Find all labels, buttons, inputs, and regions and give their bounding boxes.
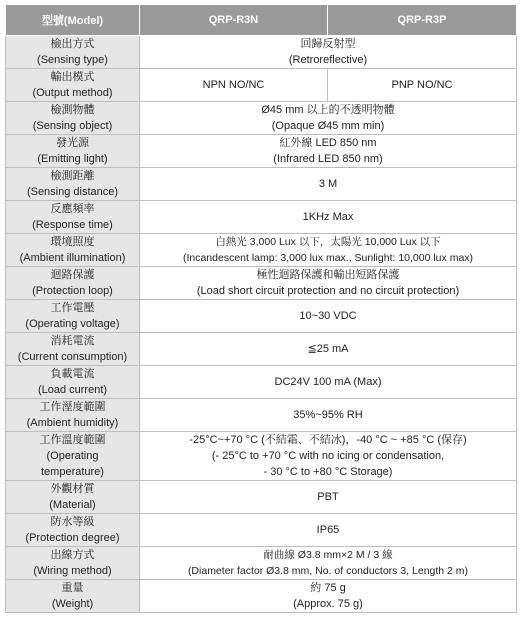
table-row: [6, 399, 517, 432]
label-zh: 工作溼度範圍: [39, 401, 106, 413]
value-zh: -25°C~+70 °C (不結霜、不結冰)，-40 °C ~ +85 °C (保存): [189, 434, 467, 446]
row-label-ambient-humidity: [6, 399, 140, 432]
value-en: (Approx. 75 g): [293, 598, 363, 610]
table-row: [6, 267, 517, 300]
label-en: (Ambient humidity): [26, 417, 119, 429]
label-en: (Weight): [51, 598, 94, 610]
row-label-sensing-type: [6, 36, 140, 69]
label-zh: 出線方式: [50, 549, 95, 561]
value-zh: 紅外線 LED 850 nm: [279, 137, 377, 149]
table-row: [6, 69, 517, 102]
row-label-sensing-distance: [6, 168, 140, 201]
label-en: (Wiring method): [33, 565, 112, 577]
table-row: [6, 580, 517, 613]
label-en: (Protection degree): [25, 532, 120, 544]
row-value-material: PBT: [140, 481, 517, 514]
label-zh: 發光源: [56, 137, 89, 149]
label-en: (Operating voltage): [25, 318, 120, 330]
table-row: [6, 300, 517, 333]
label-zh: 負載電流: [50, 368, 95, 380]
label-zh: 環境照度: [50, 236, 95, 248]
row-value-wiring-method: [140, 547, 517, 580]
table-row: [6, 481, 517, 514]
row-label-protection-degree: [6, 514, 140, 547]
label-zh: 反應頻率: [50, 203, 95, 215]
header-qrp-r3p: QRP-R3P: [328, 5, 517, 36]
table-row: [6, 514, 517, 547]
value-en-2: - 30 °C to +80 °C Storage): [263, 466, 393, 478]
row-value-operating-temperature: [140, 432, 517, 481]
row-label-wiring-method: [6, 547, 140, 580]
row-value-sensing-distance: 3 M: [140, 168, 517, 201]
table-row: [6, 547, 517, 580]
row-label-ambient-illumination: [6, 234, 140, 267]
value-zh: 約 75 g: [310, 582, 346, 594]
row-value-protection-loop: [140, 267, 517, 300]
label-zh: 輸出模式: [50, 71, 95, 83]
label-en: (Sensing type): [37, 54, 108, 66]
label-zh: 檢出方式: [50, 38, 95, 50]
value-en: (- 25°C to +70 °C with no icing or condensation,: [211, 450, 445, 462]
row-value-protection-degree: IP65: [140, 514, 517, 547]
row-value-weight: [140, 580, 517, 613]
label-en: (Response time): [32, 219, 113, 231]
label-zh: 外觀材質: [50, 483, 95, 495]
row-value-response-time: 1KHz Max: [140, 201, 517, 234]
row-label-output-method: [6, 69, 140, 102]
table-row: [6, 201, 517, 234]
row-value-output-npn: NPN NO/NC: [140, 69, 328, 102]
label-zh: 重量: [61, 582, 84, 594]
row-value-operating-voltage: 10~30 VDC: [140, 300, 517, 333]
value-zh: 回歸反射型: [300, 38, 356, 50]
label-zh: 工作電壓: [50, 302, 95, 314]
spec-table-container: [5, 4, 516, 613]
label-zh: 迴路保護: [50, 269, 95, 281]
row-value-ambient-humidity: 35%~95% RH: [140, 399, 517, 432]
table-row: [6, 432, 517, 481]
row-label-response-time: [6, 201, 140, 234]
label-en: (Load current): [37, 384, 108, 396]
label-en: (Output method): [32, 87, 113, 99]
table-row: [6, 366, 517, 399]
row-label-protection-loop: [6, 267, 140, 300]
label-en-2: temperature): [41, 466, 104, 478]
label-en: (Sensing distance): [26, 186, 119, 198]
label-en: (Sensing object): [32, 120, 113, 132]
value-en: (Retroreflective): [288, 54, 368, 66]
label-zh: 工作溫度範圍: [39, 434, 106, 446]
table-row: [6, 102, 517, 135]
value-zh: 極性迴路保護和輸出短路保護: [256, 269, 400, 281]
value-en: (Load short circuit protection and no circuit protection): [196, 285, 460, 297]
row-value-emitting-light: [140, 135, 517, 168]
header-qrp-r3n: QRP-R3N: [140, 5, 328, 36]
label-zh: 防水等級: [50, 516, 95, 528]
row-label-current-consumption: [6, 333, 140, 366]
row-label-sensing-object: [6, 102, 140, 135]
table-row: [6, 168, 517, 201]
value-zh: 白熱光 3,000 Lux 以下，太陽光 10,000 Lux 以下: [215, 236, 441, 248]
row-value-current-consumption: ≦25 mA: [140, 333, 517, 366]
label-en: (Current consumption): [17, 351, 128, 363]
row-value-sensing-type: [140, 36, 517, 69]
label-zh: 消耗電流: [50, 335, 95, 347]
value-en: (Incandescent lamp: 3,000 lux max., Sunlight: 10,000 lux max): [182, 252, 474, 264]
label-en: (Operating: [46, 450, 99, 462]
value-en: (Opaque Ø45 mm min): [271, 120, 385, 132]
label-en: (Material): [49, 499, 96, 511]
value-en: (Infrared LED 850 nm): [273, 153, 383, 165]
row-label-operating-temperature: [6, 432, 140, 481]
row-label-operating-voltage: [6, 300, 140, 333]
row-value-ambient-illumination: [140, 234, 517, 267]
label-zh: 檢測距離: [50, 170, 95, 182]
table-row: [6, 333, 517, 366]
row-value-load-current: DC24V 100 mA (Max): [140, 366, 517, 399]
value-en: (Diameter factor Ø3.8 mm, No. of conductors 3, Length 2 m): [187, 565, 469, 577]
row-label-load-current: [6, 366, 140, 399]
table-header-row: [6, 5, 517, 36]
header-model: 型號(Model): [6, 5, 140, 36]
table-row: [6, 234, 517, 267]
row-value-output-pnp: PNP NO/NC: [328, 69, 517, 102]
label-en: (Emitting light): [37, 153, 108, 165]
row-label-material: [6, 481, 140, 514]
table-row: [6, 135, 517, 168]
row-label-emitting-light: [6, 135, 140, 168]
table-row: [6, 36, 517, 69]
label-zh: 檢測物體: [50, 104, 95, 116]
value-zh: 耐曲線 Ø3.8 mm×2 M / 3 線: [263, 549, 393, 561]
row-label-weight: [6, 580, 140, 613]
label-en: (Ambient illumination): [19, 252, 126, 264]
row-value-sensing-object: [140, 102, 517, 135]
value-zh: Ø45 mm 以上的不透明物體: [261, 104, 395, 116]
label-en: (Protection loop): [32, 285, 113, 297]
spec-table: [5, 4, 517, 613]
